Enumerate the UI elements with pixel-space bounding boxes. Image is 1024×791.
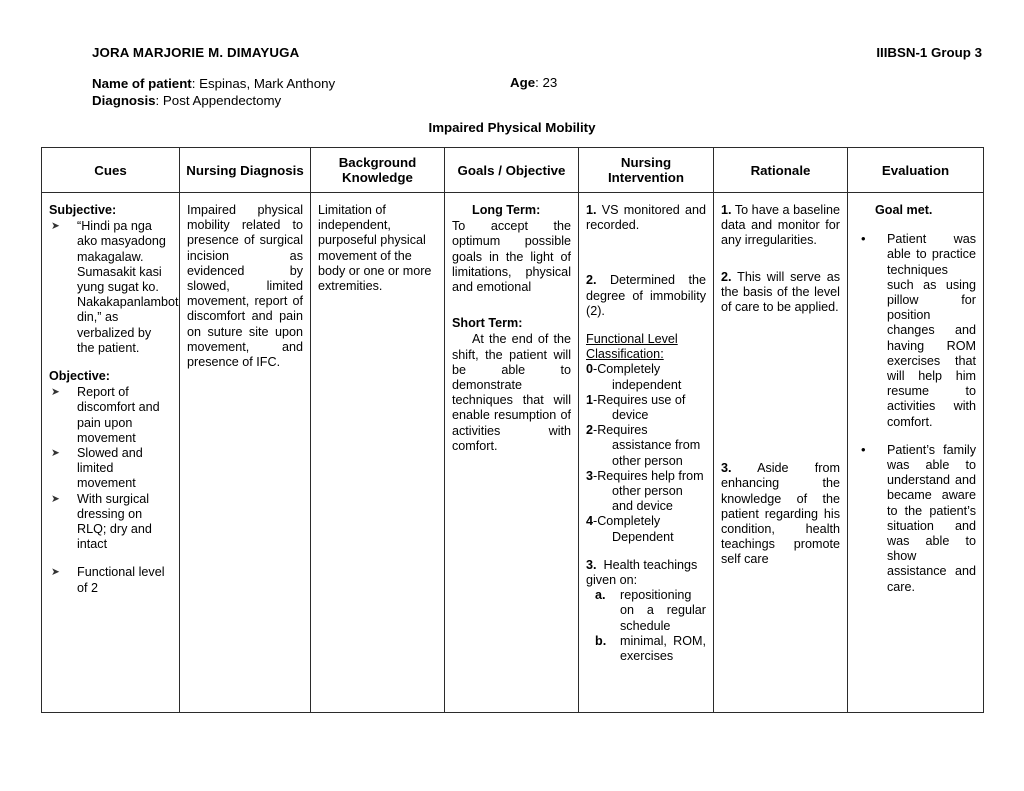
table-body-row [42,193,984,713]
long-term-text: To accept the optimum possible goals in the light of limitations, physical and emotional [452,219,571,295]
class-group: IIIBSN-1 Group 3 [876,45,982,60]
functional-level-classification-title [586,332,706,362]
spacer [452,295,571,316]
list-item [586,634,706,664]
evaluation-list-continued [855,443,976,595]
spacer [49,552,172,565]
rationale-item-2 [721,270,840,316]
diagnosis-field [92,92,281,109]
spacer [586,319,706,332]
spacer [586,233,706,273]
list-item: ➤ Slowed and limited movement [49,446,172,492]
list-item [586,393,706,423]
rationale-2-number: 2. [721,269,732,284]
list-item [586,469,706,515]
intervention-item-3 [586,558,706,588]
cell-background-knowledge [311,193,445,713]
rationale-1-number: 1. [721,203,732,217]
spacer [721,403,840,461]
column-header-background-knowledge [311,148,445,193]
list-item [586,588,706,634]
diagnosis-value: : Post Appendectomy [155,93,282,108]
list-item: ➤ Functional level of 2 [49,565,172,595]
flc-number: 1 [586,392,594,407]
list-item [586,423,706,469]
objective-list-continued [49,565,172,595]
long-term-heading: Long Term: [472,203,541,217]
care-plan-table [41,147,984,713]
rationale-1-text: To have a baseline data and monitor for any irregularities. [721,203,840,248]
evaluation-heading: Goal met. [875,203,933,217]
objective-heading: Objective: [49,369,110,384]
subjective-list [49,219,179,356]
cell-rationale [714,193,848,713]
flc-text: -Requires use of device [593,392,686,423]
cell-cues [42,193,180,713]
spacer [855,219,976,232]
background-knowledge-line2: Knowledge [342,170,413,185]
intervention-2-number: 2. [586,273,597,288]
spacer [855,430,976,443]
intervention-item-1 [586,203,706,233]
cell-evaluation [848,193,984,713]
patient-info-row [92,75,982,92]
short-term-heading: Short Term: [452,316,523,331]
spacer [721,315,840,403]
intervention-2-text: Determined the degree of immobility (2). [586,273,706,318]
patient-name-field [92,75,335,92]
spacer [721,249,840,270]
intervention-1-number: 1. [586,203,597,217]
flc-number: 3 [586,468,594,483]
list-item: ➤ With surgical dressing on RLQ; dry and intact [49,492,172,553]
rationale-3-text: Aside from enhancing the knowledge of the patient regarding his condition, health teachings promote self care [721,461,840,567]
column-header-cues: Cues [42,148,180,193]
cell-nursing-intervention [579,193,714,713]
column-header-evaluation: Evaluation [848,148,984,193]
short-term-text: At the end of the shift, the patient will be able to demonstrate techniques that will enable resumption of activities with comfort. [452,332,571,453]
rationale-3-number: 3. [721,461,732,476]
column-header-rationale: Rationale [714,148,848,193]
cell-nursing-diagnosis [180,193,311,713]
list-item [586,514,706,544]
patient-name-value: : Espinas, Mark Anthony [191,76,336,91]
sub-letter: a. [595,588,606,603]
flc-number: 4 [586,514,594,529]
nursing-intervention-line2: Intervention [607,170,685,185]
list-item: • Patient’s family was able to understand and became aware to the patient’s situation and was able to show assistance and care. [855,443,976,595]
column-header-nursing-intervention [579,148,714,193]
nursing-intervention-line1: Nursing [620,155,672,170]
sub-text: minimal, ROM, exercises [620,633,706,664]
flc-text: -Completely Dependent [593,514,674,544]
flc-title-line2: Classification: [586,347,664,362]
list-item: ➤ “Hindi pa nga ako masyadong makagalaw. Sumasakit kasi yung sugat ko. Nakakapanlambot din,” as verbalized by the patient. [49,219,172,356]
spacer [586,545,706,558]
list-item: • Patient was able to practice techniques such as using pillow for position changes and having ROM exercises that will help him resume to activities with comfort. [855,232,976,430]
sub-letter: b. [595,633,607,648]
header-author-row [92,45,982,60]
intervention-3-text: Health teachings given on: [586,557,698,588]
flc-text: -Requires assistance from other person [593,423,701,468]
author-name: JORA MARJORIE M. DIMAYUGA [92,45,300,60]
intervention-3-number: 3. [586,557,597,572]
diagnosis-info-row [92,92,982,109]
age-label: Age [510,75,536,90]
cell-goals-objective [445,193,579,713]
flc-text: -Requires help from other person and device [593,468,704,514]
functional-level-classification-list [586,362,706,544]
list-item [586,362,706,392]
intervention-1-text: VS monitored and recorded. [586,203,707,233]
column-header-goals-objective: Goals / Objective [445,148,579,193]
age-field [510,75,557,90]
rationale-item-3 [721,461,840,567]
objective-list [49,385,172,552]
subjective-heading: Subjective: [49,203,117,217]
intervention-3-sublist [586,588,706,664]
flc-number: 2 [586,423,594,438]
rationale-2-text: This will serve as the basis of the level of care to be applied. [721,269,840,315]
document-title: Impaired Physical Mobility [428,120,596,135]
rationale-item-1 [721,203,840,249]
list-item: ➤ Report of discomfort and pain upon movement [49,385,172,446]
nursing-diagnosis-text: Impaired physical mobility related to presence of surgical incision as evidenced by slowed, limited movement, report of discomfort and pain on suture site upon movement, and presence of IFC. [187,203,303,370]
evaluation-list [855,232,976,430]
table-header-row [42,148,984,193]
spacer [49,356,172,369]
intervention-item-2 [586,273,706,319]
background-knowledge-line1: Background [338,155,417,170]
patient-name-label: Name of patient [92,76,192,91]
flc-number: 0 [586,362,594,377]
age-value: : 23 [535,75,558,90]
flc-title-line1: Functional Level [586,332,678,347]
sub-text: repositioning on a regular schedule [620,588,706,633]
diagnosis-label: Diagnosis [92,93,156,108]
flc-text: -Completely independent [593,362,682,392]
column-header-nursing-diagnosis: Nursing Diagnosis [180,148,311,193]
background-knowledge-text: Limitation of independent, purposeful physical movement of the body or one or more extremities. [318,203,432,294]
